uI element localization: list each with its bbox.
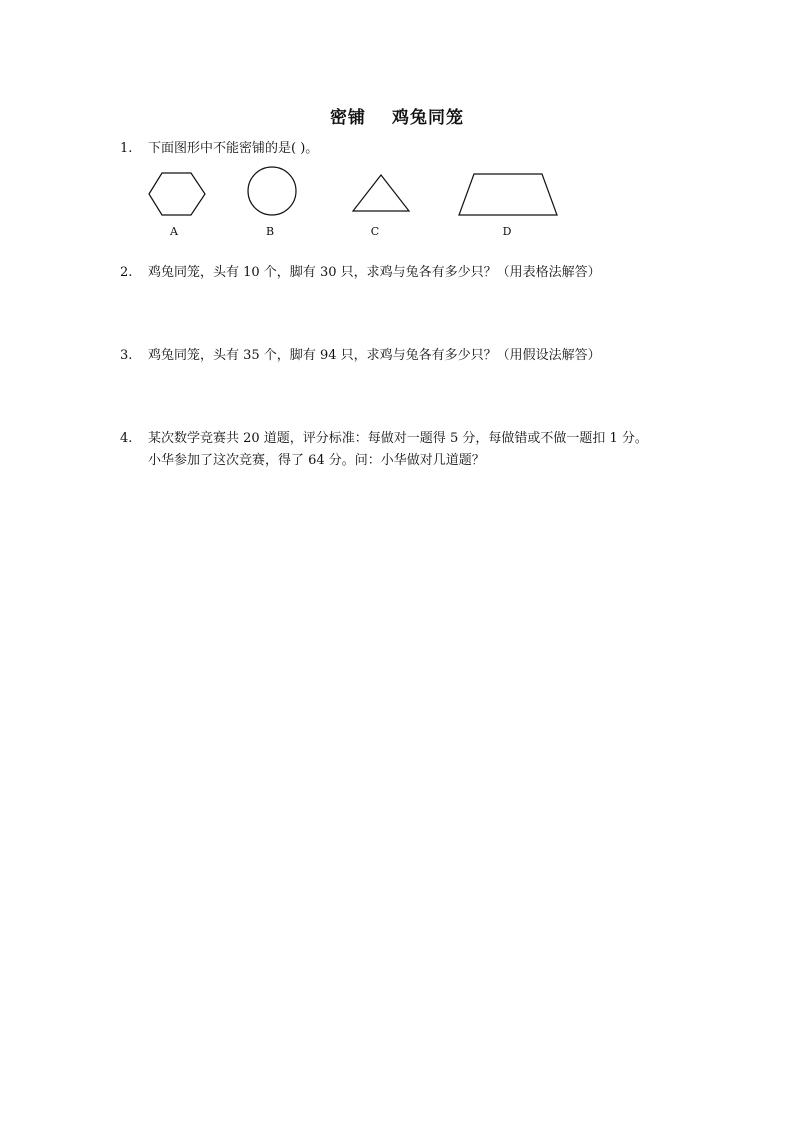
question-text: 下面图形中不能密铺的是( )。 [148,141,319,156]
triangle-icon [353,175,409,211]
option-label-d: D [502,225,512,238]
question-2 [120,262,680,284]
option-label-a: A [170,225,178,238]
trapezoid-icon [459,174,557,215]
question-number: 4. [120,431,133,446]
question-number: 2. [120,265,133,280]
hexagon-icon [149,173,205,215]
question-number: 3. [120,348,133,363]
title-part-tessellation: 密铺 [330,108,366,128]
option-label-c: C [370,225,380,238]
option-label-b: B [265,225,275,238]
question-number: 1. [120,141,133,156]
question-text-line-2: 小华参加了这次竞赛，得了 64 分。问：小华做对几道题？ [148,453,485,468]
question-text-line-1: 某次数学竞赛共 20 道题，评分标准：每做对一题得 5 分，每做错或不做一题扣 1 分。 [148,431,648,446]
circle-icon [248,167,296,215]
question-3 [120,345,680,367]
title-part-chicken-rabbit: 鸡兔同笼 [392,108,464,128]
question-text: 鸡兔同笼，头有 10 个，脚有 30 只，求鸡与兔各有多少只？（用表格法解答） [148,265,601,280]
question-4 [120,428,700,472]
question-text: 鸡兔同笼，头有 35 个，脚有 94 只，求鸡与兔各有多少只？（用假设法解答） [148,348,601,363]
figure-options [0,0,794,260]
